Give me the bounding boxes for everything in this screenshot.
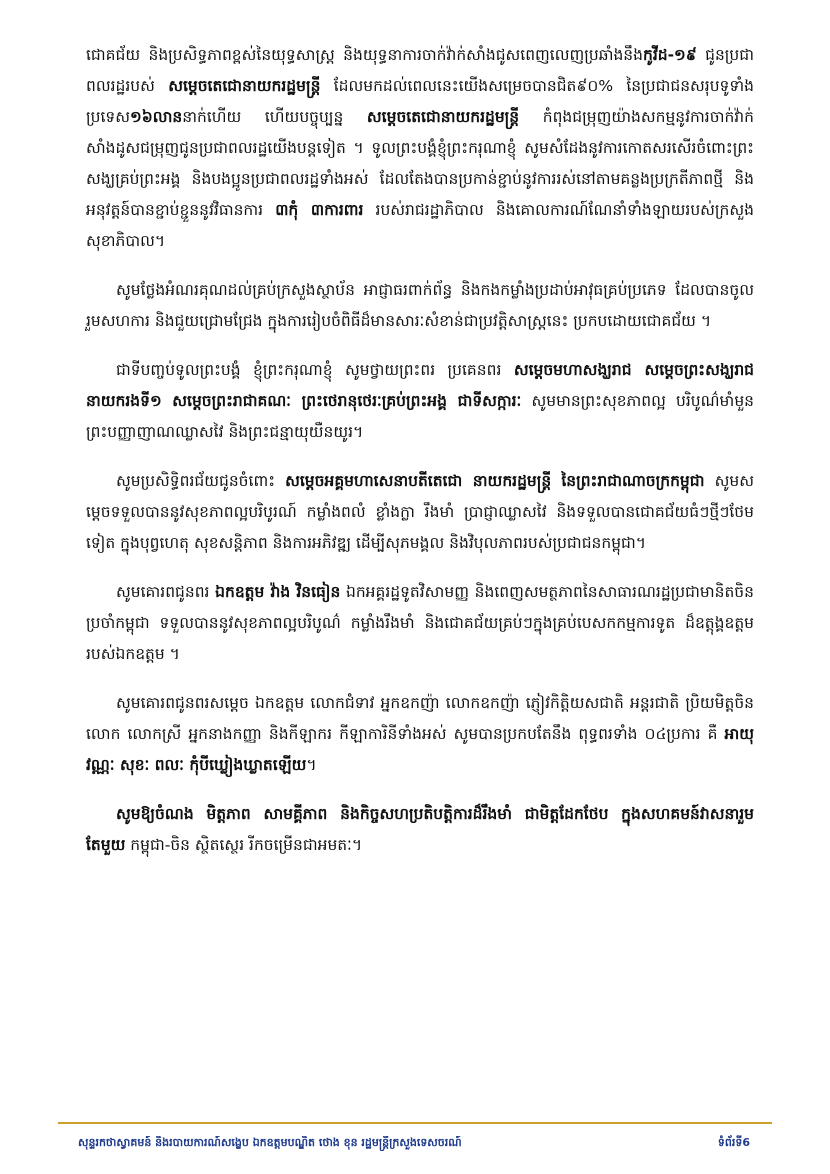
text-run: ។ (306, 756, 317, 774)
paragraph (86, 40, 754, 257)
text-run: ជោគជ័យ និងប្រសិទ្ធភាពខ្ពស់នៃយុទ្ធសាស្រ្ត និងយុទ្ធនាការចាក់វ៉ាក់សាំងជូសពេញលេញប្រឆាំងនឹង (86, 46, 643, 64)
text-run: សូមថ្លែងអំណរគុណដល់គ្រប់ក្រសួងស្ថាប័ន អាជ្ញាធរពាក់ព័ន្ធ និងកងកម្លាំងប្រដាប់អាវុធគ្រប់ប្រភេទ ដែលបានចូលរួមសហការ និងជួយជ្រោមជ្រែង ក្នុងការរៀបចំពិធីដ៏មានសារៈសំខាន់ជាប្រវត្តិសាស្រ្តនេះ ប្រកបដោយជោគជ័យ ។ (86, 281, 754, 330)
text-run: កំពុងជម្រុញយ៉ាងសកម្មនូវការចាក់វ៉ាក់សាំងដូសជម្រុញជូនប្រជាពលរដ្ឋយើងបន្តទៀត ។ ទូលព្រះបង្គំខ្ញុំព្រះករុណាខ្ញុំ សូមសំដែងនូវការកោតសរសើរចំពោះព្រះសង្ឃគ្រប់ព្រះអង្គ និងបងប្អូនប្រជាពលរដ្ឋទាំងអស់ ដែលតែងបានប្រកាន់ខ្ជាប់នូវការរស់នៅតាមគន្លងប្រក្រតីភាពថ្មី និងអនុវត្តន៍បានខ្ជាប់ខ្ជួននូវវិធានការ (86, 108, 754, 219)
page-number: ទំព័រទី6 (717, 1136, 750, 1149)
paragraph (86, 799, 754, 861)
text-run: របស់រាជរដ្ឋាភិបាល និងគោលការណ៍ណែនាំទាំងឡាយរបស់ក្រសួងសុខាភិបាល។ (86, 201, 754, 250)
document-body (86, 40, 754, 879)
text-run: នាក់ហើយ ហើយបច្ចុប្បន្ន (182, 108, 367, 126)
text-run (551, 472, 561, 490)
bold-text-run: សូមឱ្យចំណង មិត្តភាព សាមគ្គីភាព និងកិច្ចសហប្រតិបត្តិការដ៏រឹងមាំ ជាមិត្តដែកថែប ក្នុងសហគមន៍វាសនារួមតែមួយ (86, 805, 754, 854)
footer-title: សុន្ទរកថាស្វាគមន៍ និងរបាយការណ៍សង្ខេប ឯកឧត្តមបណ្ឌិត ថោង ខុន រដ្ឋមន្រ្តីក្រសួងទេសចរណ៍ (78, 1136, 462, 1149)
text-run: សូមគោរពជូនពរសម្តេច ឯកឧត្តម លោកជំទាវ អ្នកឧកញ៉ា លោកឧកញ៉ា ភ្ញៀវកិត្តិយសជាតិ អន្តរជាតិ ប្រិយមិត្តចិន លោក លោកស្រី អ្នកនាងកញ្ញា និងកីឡាករ កីឡាការិនីទាំងអស់ សូមបានប្រកបតែនឹង ពុទ្ធពរទាំង ០៤ប្រការ គឺ (86, 694, 754, 743)
bold-text-run: ១៦លាន (129, 108, 183, 126)
paragraph (86, 466, 754, 559)
bold-text-run: ៣កុំ ៣ការពារ (275, 201, 364, 219)
text-run: ឯកអគ្គរដ្ឋទូតវិសាមញ្ញ និងពេញសមត្ថភាពនៃសាធារណរដ្ឋប្រជាមានិតចិន ប្រចាំកម្ពុជា ទទួលបាននូវសុខភាពល្អបរិបូណ៌ កម្លាំងរឹងមាំ និងជោគជ័យគ្រប់ៗក្នុងគ្រប់បេសកកម្មការទូត ដ៏ឧត្តុង្គឧត្តមរបស់ឯកឧត្តម ។ (86, 583, 754, 663)
text-run: សូមគោរពជូនពរ (116, 583, 216, 601)
paragraph (86, 275, 754, 337)
text-run: សូមមានព្រះសុខភាពល្អ បរិបូណ៌មាំមួន ព្រះបញ្ញាញាណឈ្លាសវៃ និងព្រះជន្មាយុយឺនយូរ។ (86, 392, 754, 441)
bold-text-run: អាយុ វណ្ណៈ សុខៈ ពលៈ កុំបីឃ្លៀងឃ្លាតឡើយ (86, 725, 754, 774)
text-run: កម្ពុជា-ចិន ស្ថិតស្ថេរ រីកចម្រើនជាអមតៈ។ (125, 836, 363, 854)
text-run: ដែលមកដល់ពេលនេះយើងសម្រេចបានជិត៩០% នៃប្រជាជនសរុបទូទាំងប្រទេស (86, 77, 754, 126)
bold-text-run: សម្តេចអគ្គមហាសេនាបតីតេជោ នាយករដ្ឋមន្រ្តី (285, 472, 552, 490)
bold-text-run: ឯកឧត្តម វ៉ាង វិនធៀន (215, 583, 341, 601)
paragraph (86, 355, 754, 448)
text-run: សូមសម្តេចទទួលបាននូវសុខភាពល្អបរិបូរណ៍ កម្លាំងពលំ ខ្លាំងក្លា រឹងមាំ ប្រាជ្ញាឈ្លាសវៃ និងទទួលបានជោគជ័យធំៗថ្មីៗថែមទៀត ក្នុងបុព្វហេតុ សុខសន្តិភាព និងការអភិវឌ្ឍ ដើម្បីសុភមង្គល និងវិបុលភាពរបស់ប្រជាជនកម្ពុជា។ (86, 472, 754, 552)
bold-text-run: សម្តេចតេជោនាយករដ្ឋមន្រ្តី (168, 77, 321, 95)
bold-text-run: នៃព្រះរាជាណាចក្រកម្ពុជា (561, 472, 705, 490)
bold-text-run: សម្តេចមហាសង្ឃរាជ សម្តេចព្រះសង្ឃរាជនាយករងទី១ សម្តេចព្រះរាជាគណៈ ព្រះថេរានុថេរៈគ្រប់ព្រះអង្គ ជាទីសក្ការៈ (86, 361, 754, 410)
paragraph (86, 577, 754, 670)
bold-text-run: សម្តេចតេជោនាយករដ្ឋមន្រ្តី (366, 108, 520, 126)
text-run: ជូនប្រជាពលរដ្ឋរបស់ (86, 46, 754, 95)
footer-rule (58, 1122, 772, 1124)
bold-text-run: កូវីដ-១៩ (642, 46, 697, 64)
text-run: ជាទីបញ្ចប់ទូលព្រះបង្គំ ខ្ញុំព្រះករុណាខ្ញុំ សូមថ្វាយព្រះពរ ប្រគេនពរ (116, 361, 514, 379)
paragraph (86, 688, 754, 781)
text-run: សូមប្រសិទ្ធិពរជ័យជូនចំពោះ (116, 472, 286, 490)
